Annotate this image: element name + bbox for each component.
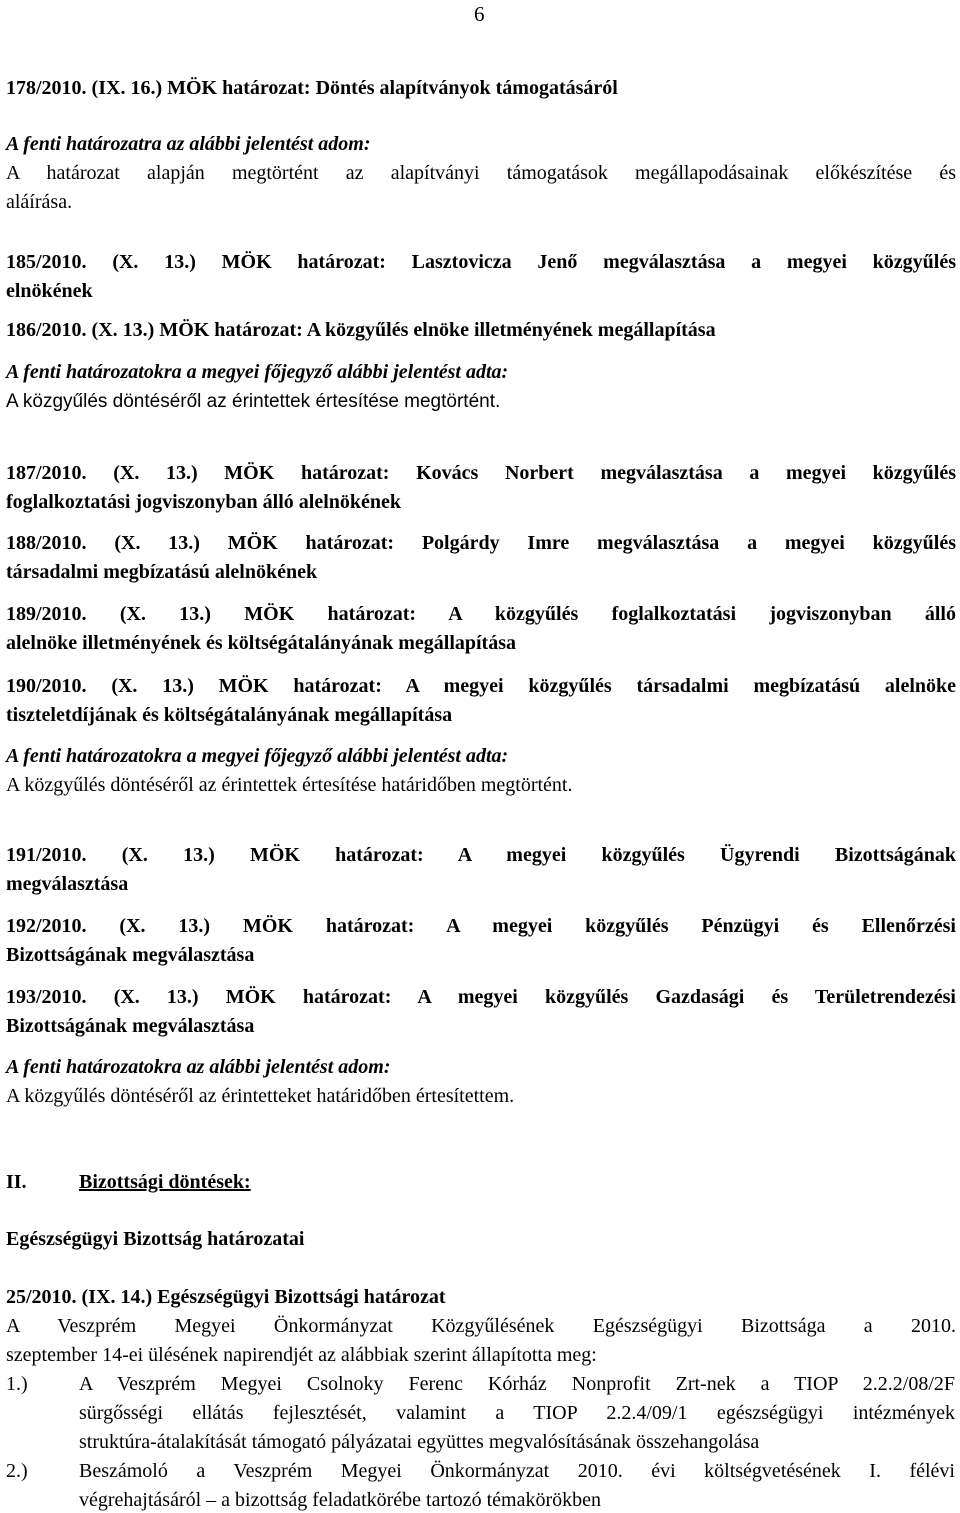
list-item-line: sürgősségi ellátás fejlesztését, valamint a TIOP 2.2.4/09/1 egészségügyi intézmények [79,1402,955,1424]
resolution-185-heading-cont: elnökének [6,280,93,302]
report-text: A közgyűlés döntéséről az érintettek értesítése határidőben megtörtént. [6,774,573,796]
resolution-188-heading-cont: társadalmi megbízatású alelnökének [6,561,318,583]
section-roman-numeral: II. [6,1171,27,1193]
report-intro: A fenti határozatra az alábbi jelentést adom: [6,133,371,155]
report-text-line: A határozat alapján megtörtént az alapítványi támogatások megállapodásainak előkészítése és [6,162,956,184]
resolution-186-heading: 186/2010. (X. 13.) MÖK határozat: A közgyűlés elnöke illetményének megállapítása [6,319,716,341]
committee-subheading: Egészségügyi Bizottság határozatai [6,1228,305,1250]
resolution-189-heading-cont: alelnöke illetményének és költségátalányának megállapítása [6,632,516,654]
resolution-187-heading-cont: foglalkoztatási jogviszonyban álló alelnökének [6,491,402,513]
report-intro: A fenti határozatokra a megyei főjegyző alábbi jelentést adta: [6,361,509,383]
report-intro: A fenti határozatokra az alábbi jelentést adom: [6,1056,391,1078]
resolution-192-heading: 192/2010. (X. 13.) MÖK határozat: A megyei közgyűlés Pénzügyi és Ellenőrzési [6,915,956,937]
report-intro: A fenti határozatokra a megyei főjegyző alábbi jelentést adta: [6,745,509,767]
resolution-188-heading: 188/2010. (X. 13.) MÖK határozat: Polgárdy Imre megválasztása a megyei közgyűlés [6,532,956,554]
resolution-178-heading: 178/2010. (IX. 16.) MÖK határozat: Döntés alapítványok támogatásáról [6,77,618,99]
resolution-190-heading: 190/2010. (X. 13.) MÖK határozat: A megyei közgyűlés társadalmi megbízatású alelnöke [6,675,956,697]
resolution-185-heading: 185/2010. (X. 13.) MÖK határozat: Lasztovicza Jenő megválasztása a megyei közgyűlés [6,251,956,273]
list-item-number: 1.) [6,1373,28,1395]
resolution-192-heading-cont: Bizottságának megválasztása [6,944,255,966]
list-item-line: struktúra-átalakítását támogató pályázatai együttes megvalósításának összehangolása [79,1431,760,1453]
resolution-190-heading-cont: tiszteletdíjának és költségátalányának megállapítása [6,704,453,726]
resolution-193-heading: 193/2010. (X. 13.) MÖK határozat: A megyei közgyűlés Gazdasági és Területrendezési [6,986,956,1008]
resolution-25-heading: 25/2010. (IX. 14.) Egészségügyi Bizottsági határozat [6,1286,446,1308]
list-item-number: 2.) [6,1460,28,1482]
resolution-191-heading: 191/2010. (X. 13.) MÖK határozat: A megyei közgyűlés Ügyrendi Bizottságának [6,844,956,866]
paragraph-line: A Veszprém Megyei Önkormányzat Közgyűlésének Egészségügyi Bizottsága a 2010. [6,1315,956,1337]
report-text-line: aláírása. [6,191,73,213]
paragraph-line: szeptember 14-ei ülésének napirendjét az alábbiak szerint állapította meg: [6,1344,597,1366]
page-number: 6 [474,2,485,26]
resolution-191-heading-cont: megválasztása [6,873,129,895]
resolution-187-heading: 187/2010. (X. 13.) MÖK határozat: Kovács Norbert megválasztása a megyei közgyűlés [6,462,956,484]
section-title: Bizottsági döntések: [79,1171,251,1193]
report-text: A közgyűlés döntéséről az érintettek értesítése megtörtént. [6,391,501,412]
report-text: A közgyűlés döntéséről az érintetteket határidőben értesítettem. [6,1085,515,1107]
resolution-189-heading: 189/2010. (X. 13.) MÖK határozat: A közgyűlés foglalkoztatási jogviszonyban álló [6,603,956,625]
list-item-line: A Veszprém Megyei Csolnoky Ferenc Kórház Nonprofit Zrt-nek a TIOP 2.2.2/08/2F [79,1373,955,1395]
resolution-193-heading-cont: Bizottságának megválasztása [6,1015,255,1037]
list-item-line: Beszámoló a Veszprém Megyei Önkormányzat 2010. évi költségvetésének I. félévi [79,1460,955,1482]
list-item-line: végrehajtásáról – a bizottság feladatkörébe tartozó témakörökben [79,1489,601,1511]
